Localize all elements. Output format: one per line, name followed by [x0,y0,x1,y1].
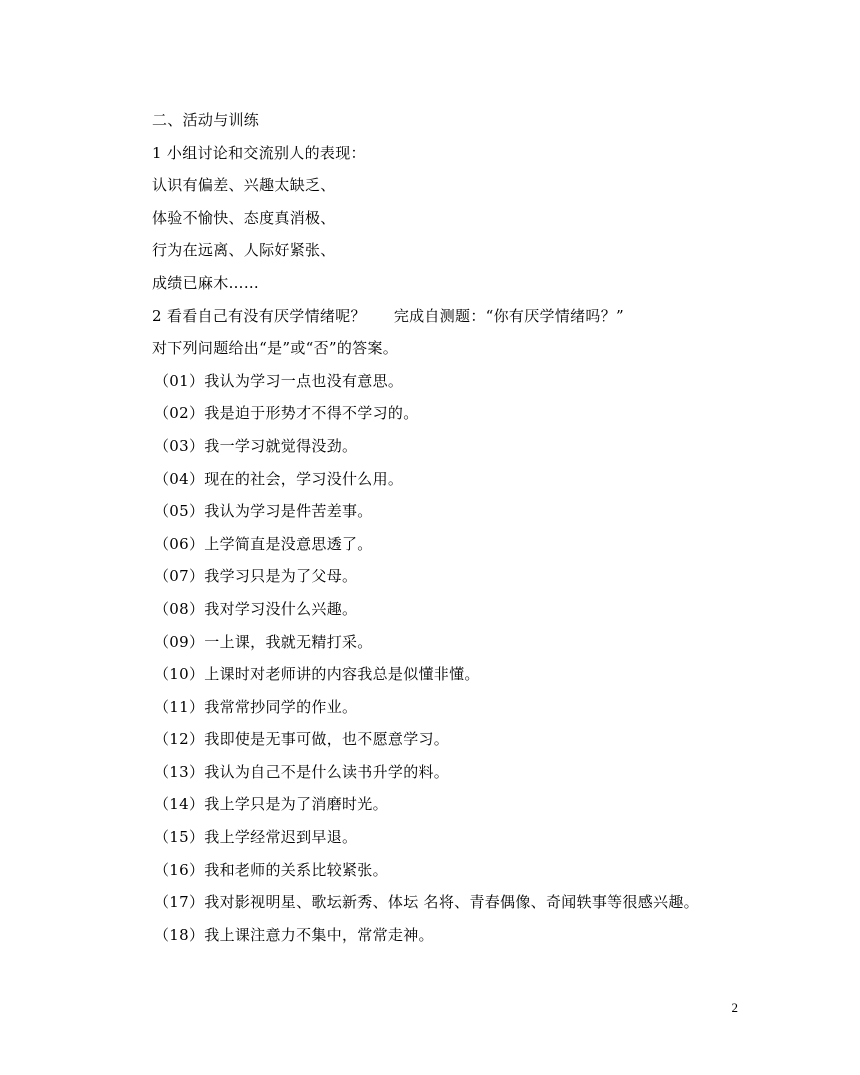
q1-line: 行为在远离、人际好紧张、 [152,241,336,260]
survey-item: （05）我认为学习是件苦差事。 [154,502,373,521]
q2-heading-task: 完成自测题：“你有厌学情绪吗？” [393,306,624,325]
survey-item: （07）我学习只是为了父母。 [154,567,358,586]
survey-item: （13）我认为自己不是什么读书升学的料。 [154,762,450,781]
q2-heading-question: 2 看看自己有没有厌学情绪呢？ [152,306,366,325]
page-number: 2 [731,1000,738,1015]
section-title: 二、活动与训练 [152,111,260,129]
survey-item: （03）我一学习就觉得没劲。 [154,436,358,455]
survey-item: （09）一上课，我就无精打采。 [154,632,373,651]
survey-item: （16）我和老师的关系比较紧张。 [154,860,388,879]
q1-line: 认识有偏差、兴趣太缺乏、 [152,176,336,195]
survey-item: （02）我是迫于形势才不得不学习的。 [154,404,419,423]
q2-heading [152,300,792,333]
survey-item: （15）我上学经常迟到早退。 [154,828,358,847]
survey-item: （04）现在的社会，学习没什么用。 [154,469,404,488]
survey-item: （11）我常常抄同学的作业。 [154,697,358,716]
survey-item: （17）我对影视明星、歌坛新秀、体坛 名将、青春偶像、奇闻轶事等很感兴趣。 [154,893,699,912]
q1-line: 体验不愉快、态度真消极、 [152,208,336,227]
page-content [152,104,792,951]
survey-item: （08）我对学习没什么兴趣。 [154,599,358,618]
survey-item: （12）我即使是无事可做，也不愿意学习。 [154,730,450,749]
q1-heading: 1 小组讨论和交流别人的表现： [152,143,366,162]
survey-item: （14）我上学只是为了消磨时光。 [154,795,388,814]
q2-instruction: 对下列问题给出“是”或“否”的答案。 [152,339,399,358]
survey-item: （01）我认为学习一点也没有意思。 [154,371,404,390]
survey-item: （10）上课时对老师讲的内容我总是似懂非懂。 [154,665,480,684]
q1-line: 成绩已麻木…… [152,273,260,292]
survey-item: （18）我上课注意力不集中，常常走神。 [154,925,434,944]
survey-item: （06）上学简直是没意思透了。 [154,534,373,553]
